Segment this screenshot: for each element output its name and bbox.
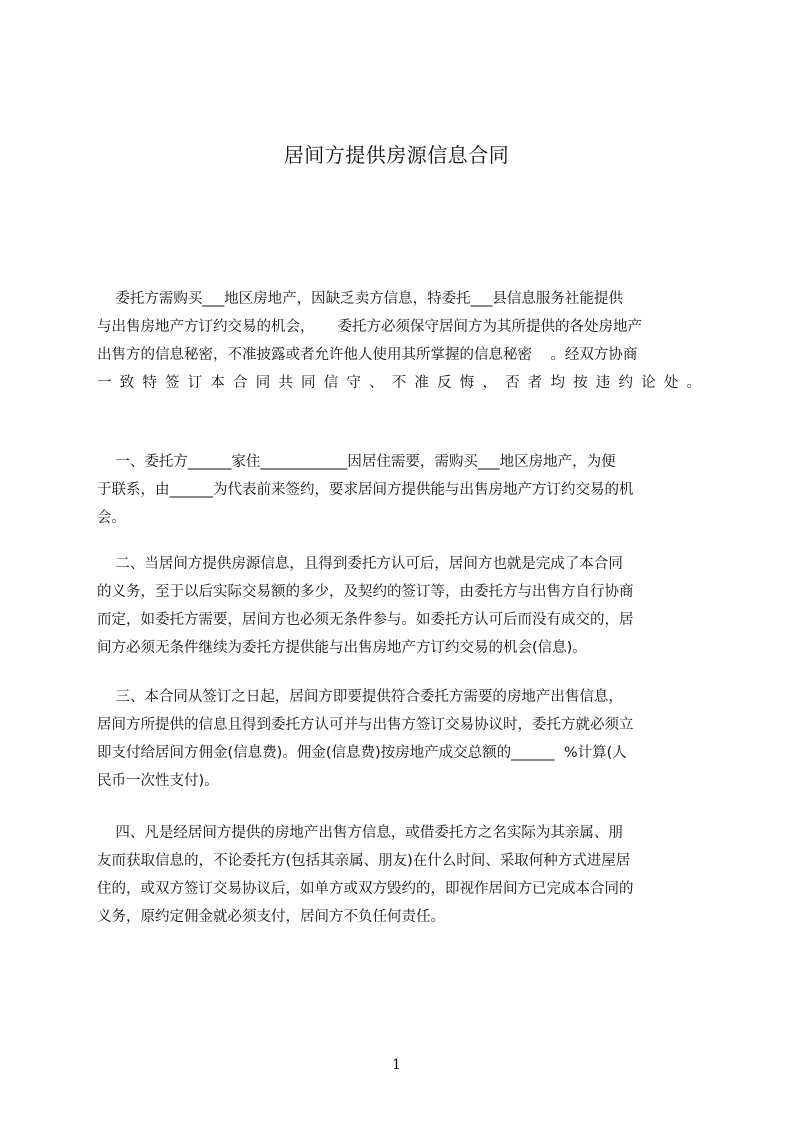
clause-line: 的义务，至于以后实际交易额的多少，及契约的签订等，由委托方与出售方自行协商 [97,584,634,600]
clause-line: 即支付给居间方佣金(信息费)。佣金(信息费)按房地产成交总额的______ %计算(人 [97,745,627,761]
clause-1-paragraph [97,448,701,532]
preamble-line: 委托方需购买___地区房地产，因缺乏卖方信息，特委托___县信息服务社能提供 [97,291,623,307]
clause-line: 间方必须无条件继续为委托方提供能与出售房地产方订约交易的机会(信息)。 [97,640,587,656]
clause-4-paragraph [97,819,701,931]
preamble-paragraph [97,285,701,397]
clause-line: 义务，原约定佣金就必须支付，居间方不负任何责任。 [97,909,445,925]
clause-line: 于联系，由______为代表前来签约，要求居间方提供能与出售房地产方订约交易的机 [97,482,634,498]
clause-line: 一、委托方______家住____________因居住需要，需购买___地区房地产，为便 [97,454,616,470]
clause-line: 三、本合同从签订之日起，居间方即要提供符合委托方需要的房地产出售信息， [97,689,623,705]
clause-line: 而定，如委托方需要，居间方也必须无条件参与。如委托方认可后而没有成交的，居 [97,612,634,628]
document-title: 居间方提供房源信息合同 [283,143,510,167]
preamble-line: 出售方的信息秘密，不准披露或者允许他人使用其所掌握的信息秘密 。经双方协商 [97,347,638,363]
page-number: 1 [392,1057,401,1073]
clause-2-paragraph [97,550,701,662]
clause-3-paragraph [97,683,701,795]
clause-line: 友而获取信息的，不论委托方(包括其亲属、朋友)在什么时间、采取何种方式进屋居 [97,853,631,869]
clause-line: 二、当居间方提供房源信息，且得到委托方认可后，居间方也就是完成了本合同 [97,556,623,572]
preamble-line: 与出售房地产方订约交易的机会， 委托方必须保守居间方为其所提供的各处房地产 [97,319,643,335]
clause-line: 住的，或双方签订交易协议后，如单方或双方毁约的，即视作居间方已完成本合同的 [97,881,634,897]
clause-line: 会。 [97,510,126,526]
clause-line: 四、凡是经居间方提供的房地产出售方信息，或借委托方之名实际为其亲属、朋 [97,825,623,841]
clause-line: 民币一次性支付)。 [97,773,219,789]
preamble-line: 一致特签订本合同共同信守、不准反悔，否者均按违约论处。 [97,375,701,391]
clause-line: 居间方所提供的信息且得到委托方认可并与出售方签订交易协议时，委托方就必须立 [97,717,634,733]
